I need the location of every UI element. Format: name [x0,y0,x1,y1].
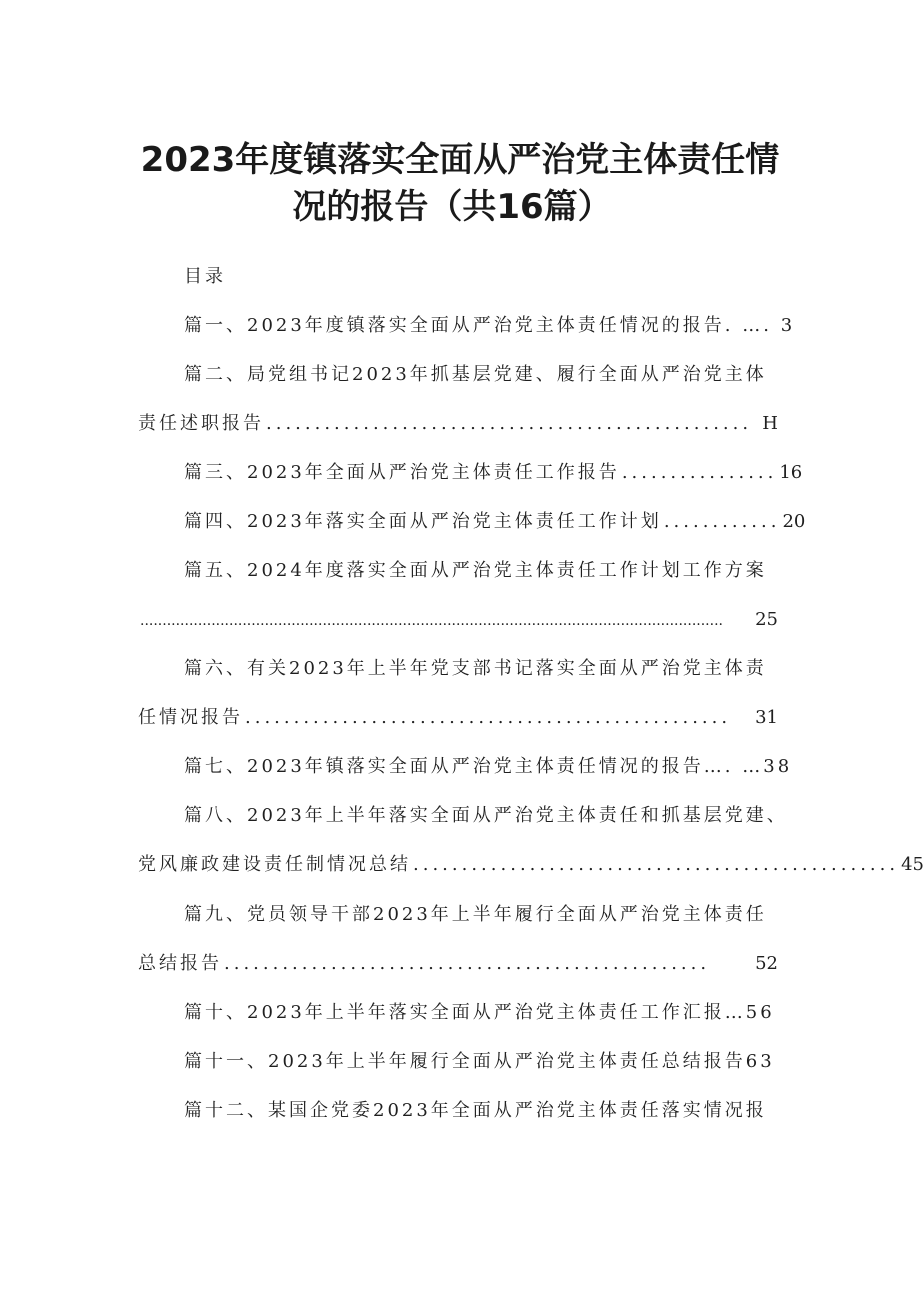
toc-entry-8-line-1[interactable]: 篇八、2023年上半年落实全面从严治党主体责任和抓基层党建、 [184,805,788,826]
toc-entry-5-leader: ................................................................................................................................... [140,613,723,629]
toc-entry-12[interactable]: 篇十二、某国企党委2023年全面从严治党主体责任落实情况报 [184,1100,767,1121]
toc-entry-5-line-1[interactable]: 篇五、2024年度落实全面从严治党主体责任工作计划工作方案 [184,560,767,581]
toc-entry-6-page: 31 [755,707,778,728]
toc-entry-1[interactable]: 篇一、2023年度镇落实全面从严治党主体责任情况的报告. …. 3 [184,315,796,336]
toc-entry-4-page: 20 [782,511,806,532]
toc-heading: 目录 [184,266,226,287]
toc-entry-4-text: 篇四、2023年落实全面从严治党主体责任工作计划 [184,511,662,532]
toc-entry-8-leader: .................................................. [413,854,900,875]
toc-entry-3[interactable] [184,460,803,486]
toc-entry-9-text: 总结报告 [138,953,222,974]
toc-entry-2-leader: .................................................. [266,413,753,434]
toc-entry-2-page: H [762,413,778,434]
toc-entry-4-leader: ............ [663,511,781,532]
toc-entry-7[interactable]: 篇七、2023年镇落实全面从严治党主体责任情况的报告…. …38 [184,756,793,777]
toc-entry-8-text: 党风廉政建设责任制情况总结 [138,854,411,875]
toc-entry-8-page: 45 [901,854,924,875]
toc-entry-2-line-2[interactable] [138,411,778,437]
toc-entry-5-line-2[interactable] [138,607,778,634]
toc-entry-2-text: 责任述职报告 [138,413,264,434]
toc-entry-11[interactable]: 篇十一、2023年上半年履行全面从严治党主体责任总结报告63 [184,1051,775,1072]
toc-entry-6-line-1[interactable]: 篇六、有关2023年上半年党支部书记落实全面从严治党主体责 [184,658,767,679]
document-title-line-1: 2023年度镇落实全面从严治党主体责任情 [140,140,780,180]
toc-entry-9-leader: .................................................. [224,953,711,974]
document-title-line-2: 况的报告（共16篇） [292,187,612,227]
toc-entry-6-line-2[interactable] [138,705,778,731]
toc-entry-3-leader: ................ [621,462,778,483]
toc-entry-6-leader: .................................................. [245,707,732,728]
toc-entry-6-text: 任情况报告 [138,707,243,728]
toc-entry-3-text: 篇三、2023年全面从严治党主体责任工作报告 [184,462,620,483]
toc-entry-10[interactable]: 篇十、2023年上半年落实全面从严治党主体责任工作汇报…56 [184,1002,775,1023]
toc-entry-9-line-2[interactable] [138,951,778,977]
toc-entry-3-page: 16 [779,462,803,483]
toc-entry-8-line-2[interactable] [138,852,924,878]
toc-entry-9-page: 52 [755,953,778,974]
toc-entry-4[interactable] [184,509,806,535]
toc-entry-9-line-1[interactable]: 篇九、党员领导干部2023年上半年履行全面从严治党主体责任 [184,904,767,925]
toc-entry-5-page: 25 [755,609,778,630]
toc-entry-2-line-1[interactable]: 篇二、局党组书记2023年抓基层党建、履行全面从严治党主体 [184,364,767,385]
